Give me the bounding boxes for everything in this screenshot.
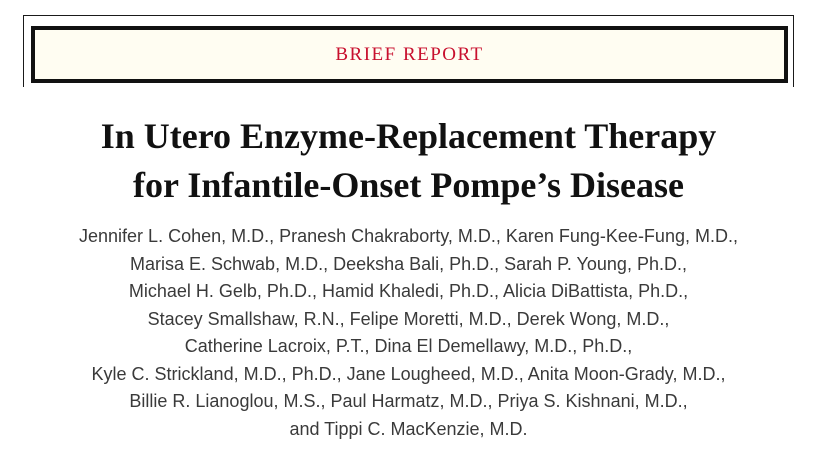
author-line-5: Catherine Lacroix, P.T., Dina El Demellawy, M.D., Ph.D., bbox=[184, 336, 633, 356]
author-line-6: Kyle C. Strickland, M.D., Ph.D., Jane Lougheed, M.D., Anita Moon-Grady, M.D., bbox=[91, 363, 726, 384]
article-title bbox=[0, 112, 817, 210]
section-label-box bbox=[31, 26, 788, 83]
title-line-2: for Infantile-Onset Pompe’s Disease bbox=[133, 165, 684, 205]
author-line-1: Jennifer L. Cohen, M.D., Pranesh Chakraborty, M.D., Karen Fung-Kee-Fung, M.D., bbox=[79, 226, 738, 246]
author-line-3: Michael H. Gelb, Ph.D., Hamid Khaledi, Ph.D., Alicia DiBattista, Ph.D., bbox=[128, 281, 689, 301]
author-line-7: Billie R. Lianoglou, M.S., Paul Harmatz, M.D., Priya S. Kishnani, M.D., bbox=[129, 391, 688, 411]
author-line-4: Stacey Smallshaw, R.N., Felipe Moretti, M.D., Derek Wong, M.D., bbox=[147, 308, 670, 329]
section-label: BRIEF REPORT bbox=[335, 43, 484, 65]
author-line-8: and Tippi C. MacKenzie, M.D. bbox=[289, 418, 528, 439]
author-line-2: Marisa E. Schwab, M.D., Deeksha Bali, Ph.D., Sarah P. Young, Ph.D., bbox=[130, 253, 687, 274]
title-line-1: In Utero Enzyme-Replacement Therapy bbox=[100, 116, 717, 156]
author-list bbox=[0, 223, 817, 443]
